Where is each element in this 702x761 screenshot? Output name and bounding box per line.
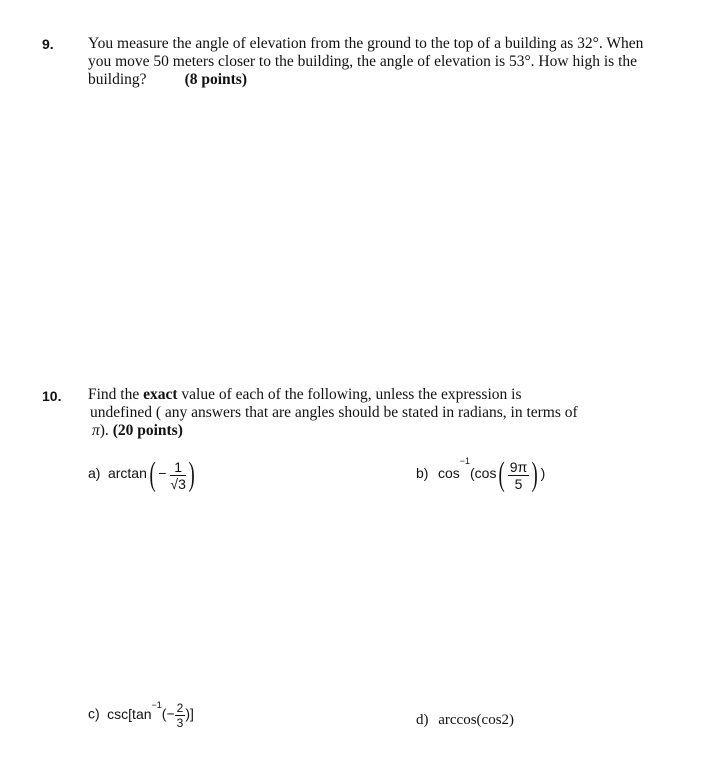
- part-b-label: b): [416, 465, 429, 482]
- part-b-func: cos: [437, 465, 460, 482]
- part-a-fraction: [170, 460, 185, 491]
- part-d: [416, 712, 514, 729]
- part-b-numerator: 9π: [509, 458, 528, 475]
- question-9-line-1: You measure the angle of elevation from the ground to the top of a building as 32°. When: [88, 35, 644, 52]
- part-a-open-paren: (: [149, 456, 156, 493]
- part-b-denominator: 5: [514, 475, 523, 492]
- part-c-func: csc[tan: [107, 705, 152, 722]
- question-10-line-3: [88, 422, 578, 440]
- part-b-inner: (cos: [470, 465, 497, 482]
- question-10-text: [88, 386, 578, 440]
- part-b: [416, 458, 545, 492]
- part-d-label: d): [416, 712, 429, 728]
- question-9-number: 9.: [42, 36, 54, 52]
- part-c-denominator: 3: [176, 716, 184, 730]
- question-10-line-1: [88, 386, 578, 404]
- part-c-fraction: [175, 702, 186, 729]
- part-a-label: a): [88, 465, 101, 482]
- part-c-label: c): [88, 705, 100, 722]
- q10-text-after: value of each of the following, unless the expression is: [177, 386, 522, 403]
- part-d-expression: arccos(cos2): [438, 712, 515, 728]
- part-c-superscript: −1: [151, 700, 162, 710]
- part-a-close-paren: ): [188, 456, 195, 493]
- part-a-minus: −: [158, 465, 167, 482]
- question-9-line-2: you move 50 meters closer to the building, the angle of elevation is 53°. How high is the: [88, 53, 638, 70]
- part-c: [88, 702, 194, 729]
- q10-paren-close: ).: [99, 422, 113, 439]
- part-b-superscript: −1: [459, 456, 471, 466]
- question-10-line-2: undefined ( any answers that are angles should be stated in radians, in terms of: [90, 404, 578, 421]
- question-9-building-text: building?: [88, 71, 147, 88]
- question-10-points: (20 points): [112, 422, 183, 439]
- question-9-line-3: [88, 71, 643, 89]
- part-b-close: ): [540, 465, 546, 482]
- question-10-number: 10.: [42, 388, 62, 404]
- part-b-close-paren: ): [531, 456, 539, 493]
- part-c-close: )]: [185, 705, 194, 722]
- pi-symbol: π: [92, 422, 100, 439]
- q10-exact: exact: [143, 386, 178, 403]
- part-b-fraction: [508, 460, 529, 491]
- part-b-open-paren: (: [499, 456, 506, 493]
- part-a: [88, 458, 197, 492]
- question-9-points: (8 points): [184, 71, 248, 88]
- q10-text-before: Find the: [88, 386, 144, 403]
- question-9-text: [88, 35, 643, 89]
- part-c-open: (−: [161, 705, 175, 722]
- part-a-numerator: 1: [170, 460, 185, 476]
- part-c-numerator: 2: [176, 701, 184, 715]
- part-a-func: arctan: [107, 465, 147, 482]
- part-a-denominator: √3: [170, 475, 186, 492]
